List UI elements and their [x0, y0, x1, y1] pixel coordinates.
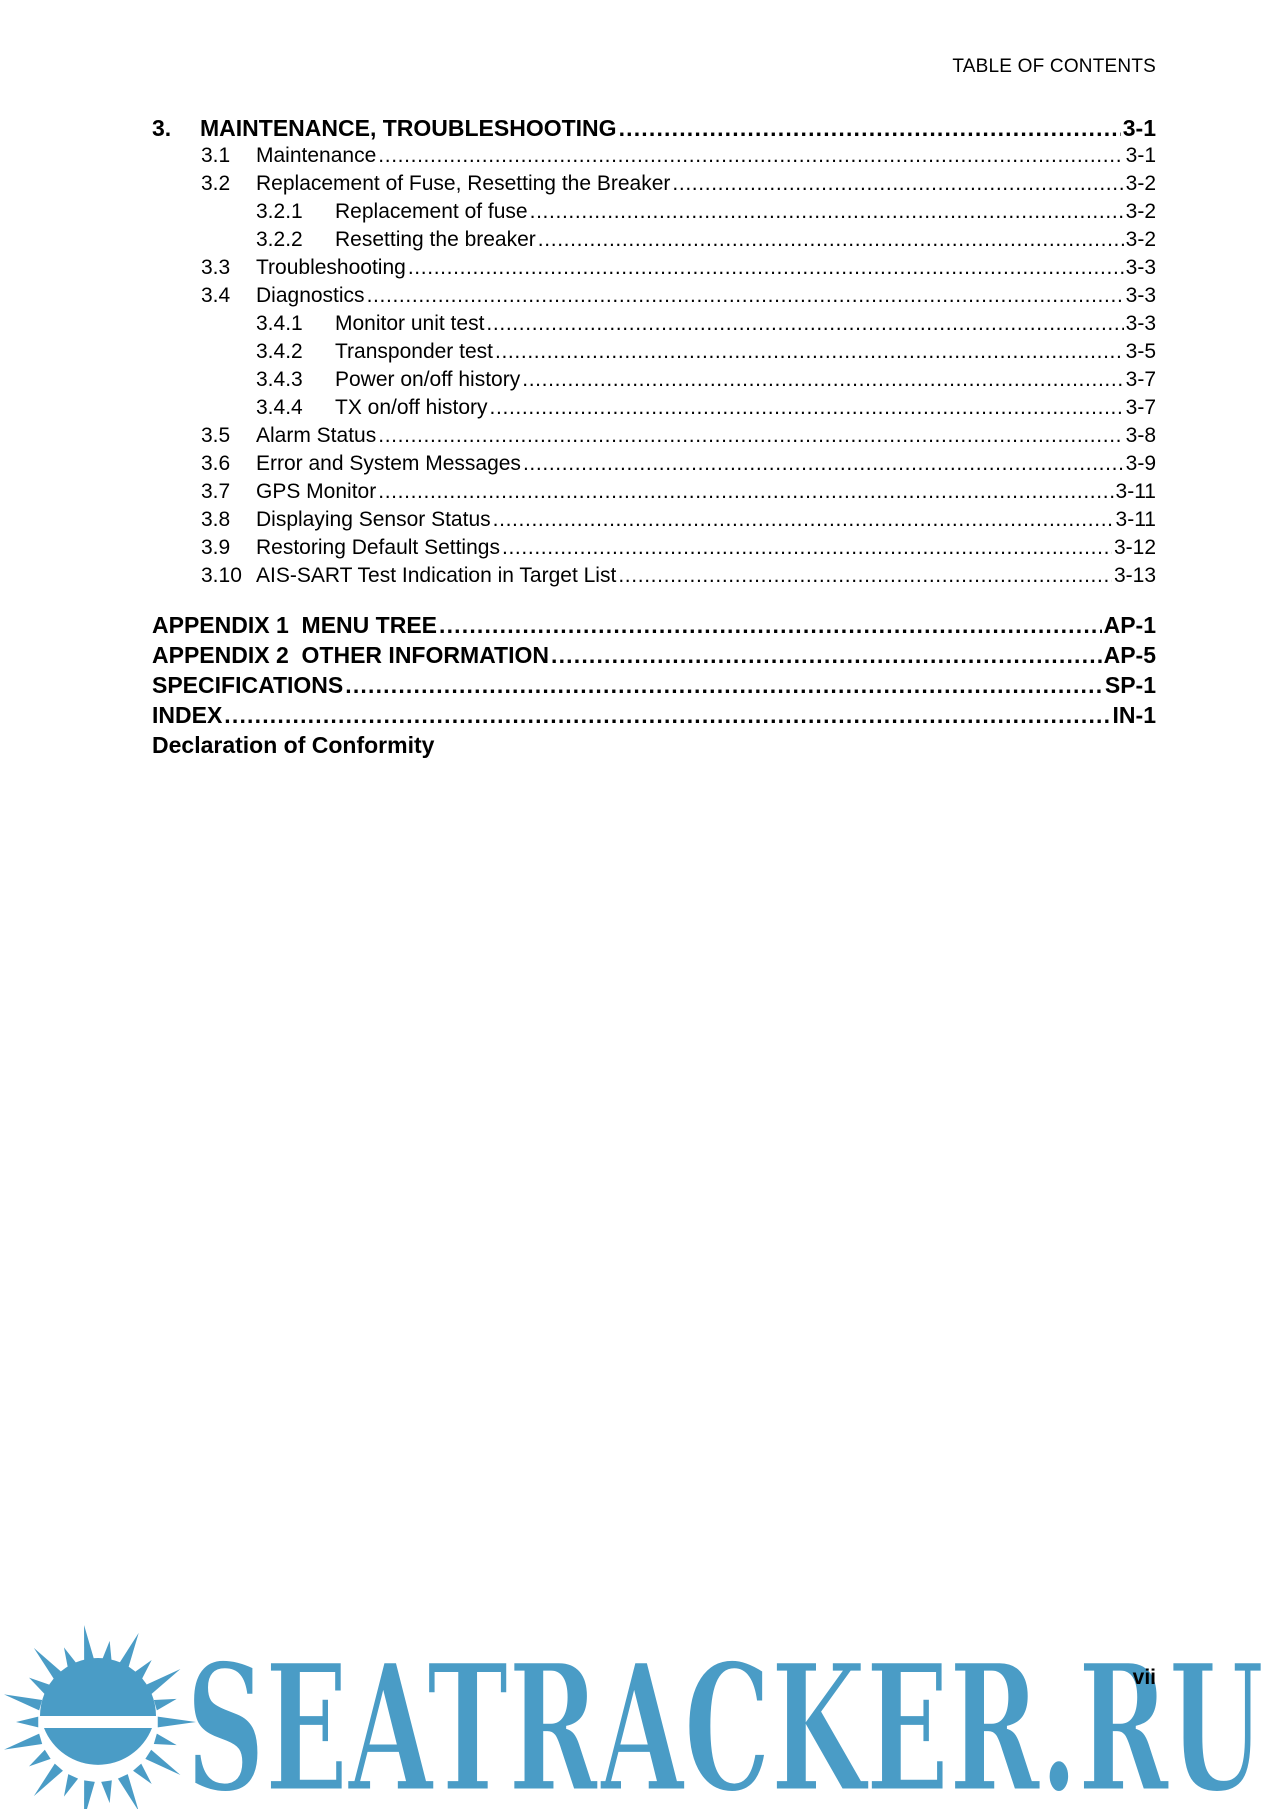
toc-title: Monitor unit test: [335, 312, 485, 335]
toc-entry-3-2-2[interactable]: [152, 226, 1156, 254]
toc-page: 3-2: [1125, 172, 1156, 195]
toc-title: Error and System Messages: [256, 452, 521, 475]
toc-title: Restoring Default Settings: [256, 536, 500, 559]
sun-ray: [133, 1764, 152, 1784]
dot-leader: [523, 450, 1124, 478]
toc-entry-3-1[interactable]: [152, 142, 1156, 170]
toc-title: Power on/off history: [335, 368, 521, 391]
toc-page: 3-3: [1125, 256, 1156, 279]
toc-title: APPENDIX 1 MENU TREE: [152, 612, 437, 638]
dot-leader: [345, 670, 1103, 700]
toc-specifications[interactable]: [152, 670, 1156, 700]
sun-ray: [118, 1774, 139, 1809]
toc-appendix-2[interactable]: [152, 640, 1156, 670]
toc-title: Displaying Sensor Status: [256, 508, 491, 531]
sun-ray: [34, 1764, 63, 1796]
sun-ray: [84, 1780, 95, 1809]
page-header-title: TABLE OF CONTENTS: [952, 56, 1156, 77]
toc-number: 3.: [152, 115, 172, 141]
dot-leader: [486, 310, 1123, 338]
dot-leader: [619, 114, 1121, 142]
toc-page: 3-9: [1125, 452, 1156, 475]
dot-leader: [502, 534, 1112, 562]
toc-number: 3.4.2: [256, 340, 303, 363]
toc-entry-3-2-1[interactable]: [152, 198, 1156, 226]
toc-page: 3-11: [1115, 480, 1156, 503]
toc-page: 3-8: [1125, 424, 1156, 447]
dot-leader: [224, 700, 1110, 730]
dot-leader: [378, 478, 1113, 506]
toc-number: 3.2: [201, 172, 231, 195]
toc-title: Replacement of Fuse, Resetting the Breaker: [256, 172, 671, 195]
toc-number: 3.4.1: [256, 312, 303, 335]
toc-title: SPECIFICATIONS: [152, 672, 344, 698]
toc-declaration[interactable]: [152, 730, 1156, 760]
toc-number: 3.7: [201, 480, 231, 503]
toc-entry-3-4[interactable]: [152, 282, 1156, 310]
toc-title: TX on/off history: [335, 396, 488, 419]
toc-page: 3-2: [1125, 228, 1156, 251]
toc-number: 3.1: [201, 144, 231, 167]
sun-ray: [29, 1750, 51, 1767]
dot-leader: [672, 170, 1123, 198]
sun-ray: [16, 1717, 38, 1728]
toc-entry-3-7[interactable]: [152, 478, 1156, 506]
toc-number: 3.2.2: [256, 228, 303, 251]
toc-title: APPENDIX 2 OTHER INFORMATION: [152, 642, 549, 668]
toc-title: Alarm Status: [256, 424, 377, 447]
toc-entry-3-10[interactable]: [152, 562, 1156, 590]
toc-number: 3.5: [201, 424, 231, 447]
toc-index[interactable]: [152, 700, 1156, 730]
toc-entry-3-9[interactable]: [152, 534, 1156, 562]
sun-ray: [4, 1734, 42, 1750]
toc-title: Troubleshooting: [256, 256, 406, 279]
toc-title: AIS-SART Test Indication in Target List: [256, 564, 617, 587]
sun-ray: [154, 1734, 177, 1745]
toc-entry-3-3[interactable]: [152, 254, 1156, 282]
dot-leader: [378, 422, 1123, 450]
toc-page: 3-13: [1113, 564, 1156, 587]
toc-page: 3-5: [1125, 340, 1156, 363]
toc-title: GPS Monitor: [256, 480, 377, 503]
toc-entry-3-2[interactable]: [152, 170, 1156, 198]
sun-ray: [154, 1699, 177, 1710]
toc-title: Replacement of fuse: [335, 200, 528, 223]
dot-leader: [367, 282, 1124, 310]
page-number: vii: [1132, 1666, 1156, 1689]
toc-entry-3-4-1[interactable]: [152, 310, 1156, 338]
dot-leader: [378, 142, 1123, 170]
dot-leader: [522, 366, 1123, 394]
toc-entry-3-5[interactable]: [152, 422, 1156, 450]
toc-number: 3.9: [201, 536, 231, 559]
toc-title: Transponder test: [335, 340, 493, 363]
toc-entry-3-4-2[interactable]: [152, 338, 1156, 366]
dot-leader: [439, 610, 1102, 640]
toc-entry-3-6[interactable]: [152, 450, 1156, 478]
toc-page: AP-5: [1103, 642, 1156, 668]
watermark: [0, 1618, 1278, 1809]
watermark-text: SEATRACKER.RU: [186, 1625, 1264, 1809]
toc-page: 3-3: [1125, 284, 1156, 307]
toc-number: 3.2.1: [256, 200, 303, 223]
sun-ray: [64, 1774, 78, 1796]
toc-entry-3-4-3[interactable]: [152, 366, 1156, 394]
dot-leader: [490, 394, 1124, 422]
table-of-contents: [152, 114, 1156, 760]
sun-ray: [101, 1780, 112, 1803]
sun-ray: [145, 1750, 180, 1775]
toc-page: 3-7: [1125, 396, 1156, 419]
section-gap: [152, 590, 1156, 610]
sun-ray: [145, 1669, 180, 1694]
toc-page: 3-7: [1125, 368, 1156, 391]
dot-leader: [408, 254, 1124, 282]
toc-title: MAINTENANCE, TROUBLESHOOTING: [200, 115, 617, 141]
dot-leader: [618, 562, 1112, 590]
toc-title: INDEX: [152, 702, 223, 728]
dot-leader: [551, 640, 1102, 670]
toc-appendix-1[interactable]: [152, 610, 1156, 640]
toc-title: Declaration of Conformity: [152, 732, 435, 758]
toc-title: Resetting the breaker: [335, 228, 536, 251]
toc-page: 3-3: [1125, 312, 1156, 335]
dot-leader: [493, 506, 1114, 534]
dot-leader: [538, 226, 1124, 254]
toc-page: 3-1: [1125, 144, 1156, 167]
toc-number: 3.4.4: [256, 396, 303, 419]
toc-title: Diagnostics: [256, 284, 365, 307]
toc-page: 3-2: [1125, 200, 1156, 223]
toc-page: 3-12: [1113, 536, 1156, 559]
sun-ray: [84, 1625, 95, 1664]
toc-number: 3.3: [201, 256, 231, 279]
toc-number: 3.6: [201, 452, 231, 475]
toc-number: 3.10: [201, 564, 242, 587]
toc-page: 3-11: [1115, 508, 1156, 531]
toc-page: IN-1: [1112, 702, 1156, 728]
sun-logo-icon: [4, 1625, 196, 1809]
dot-leader: [495, 338, 1124, 366]
toc-page: 3-1: [1122, 115, 1156, 141]
toc-entry-3-4-4[interactable]: [152, 394, 1156, 422]
sun-ray: [4, 1694, 42, 1710]
toc-chapter-3[interactable]: [152, 114, 1156, 142]
toc-entry-3-8[interactable]: [152, 506, 1156, 534]
dot-leader: [530, 198, 1124, 226]
toc-page: AP-1: [1103, 612, 1156, 638]
toc-page: SP-1: [1104, 672, 1156, 698]
toc-number: 3.4.3: [256, 368, 303, 391]
toc-number: 3.4: [201, 284, 231, 307]
toc-number: 3.8: [201, 508, 231, 531]
toc-title: Maintenance: [256, 144, 377, 167]
